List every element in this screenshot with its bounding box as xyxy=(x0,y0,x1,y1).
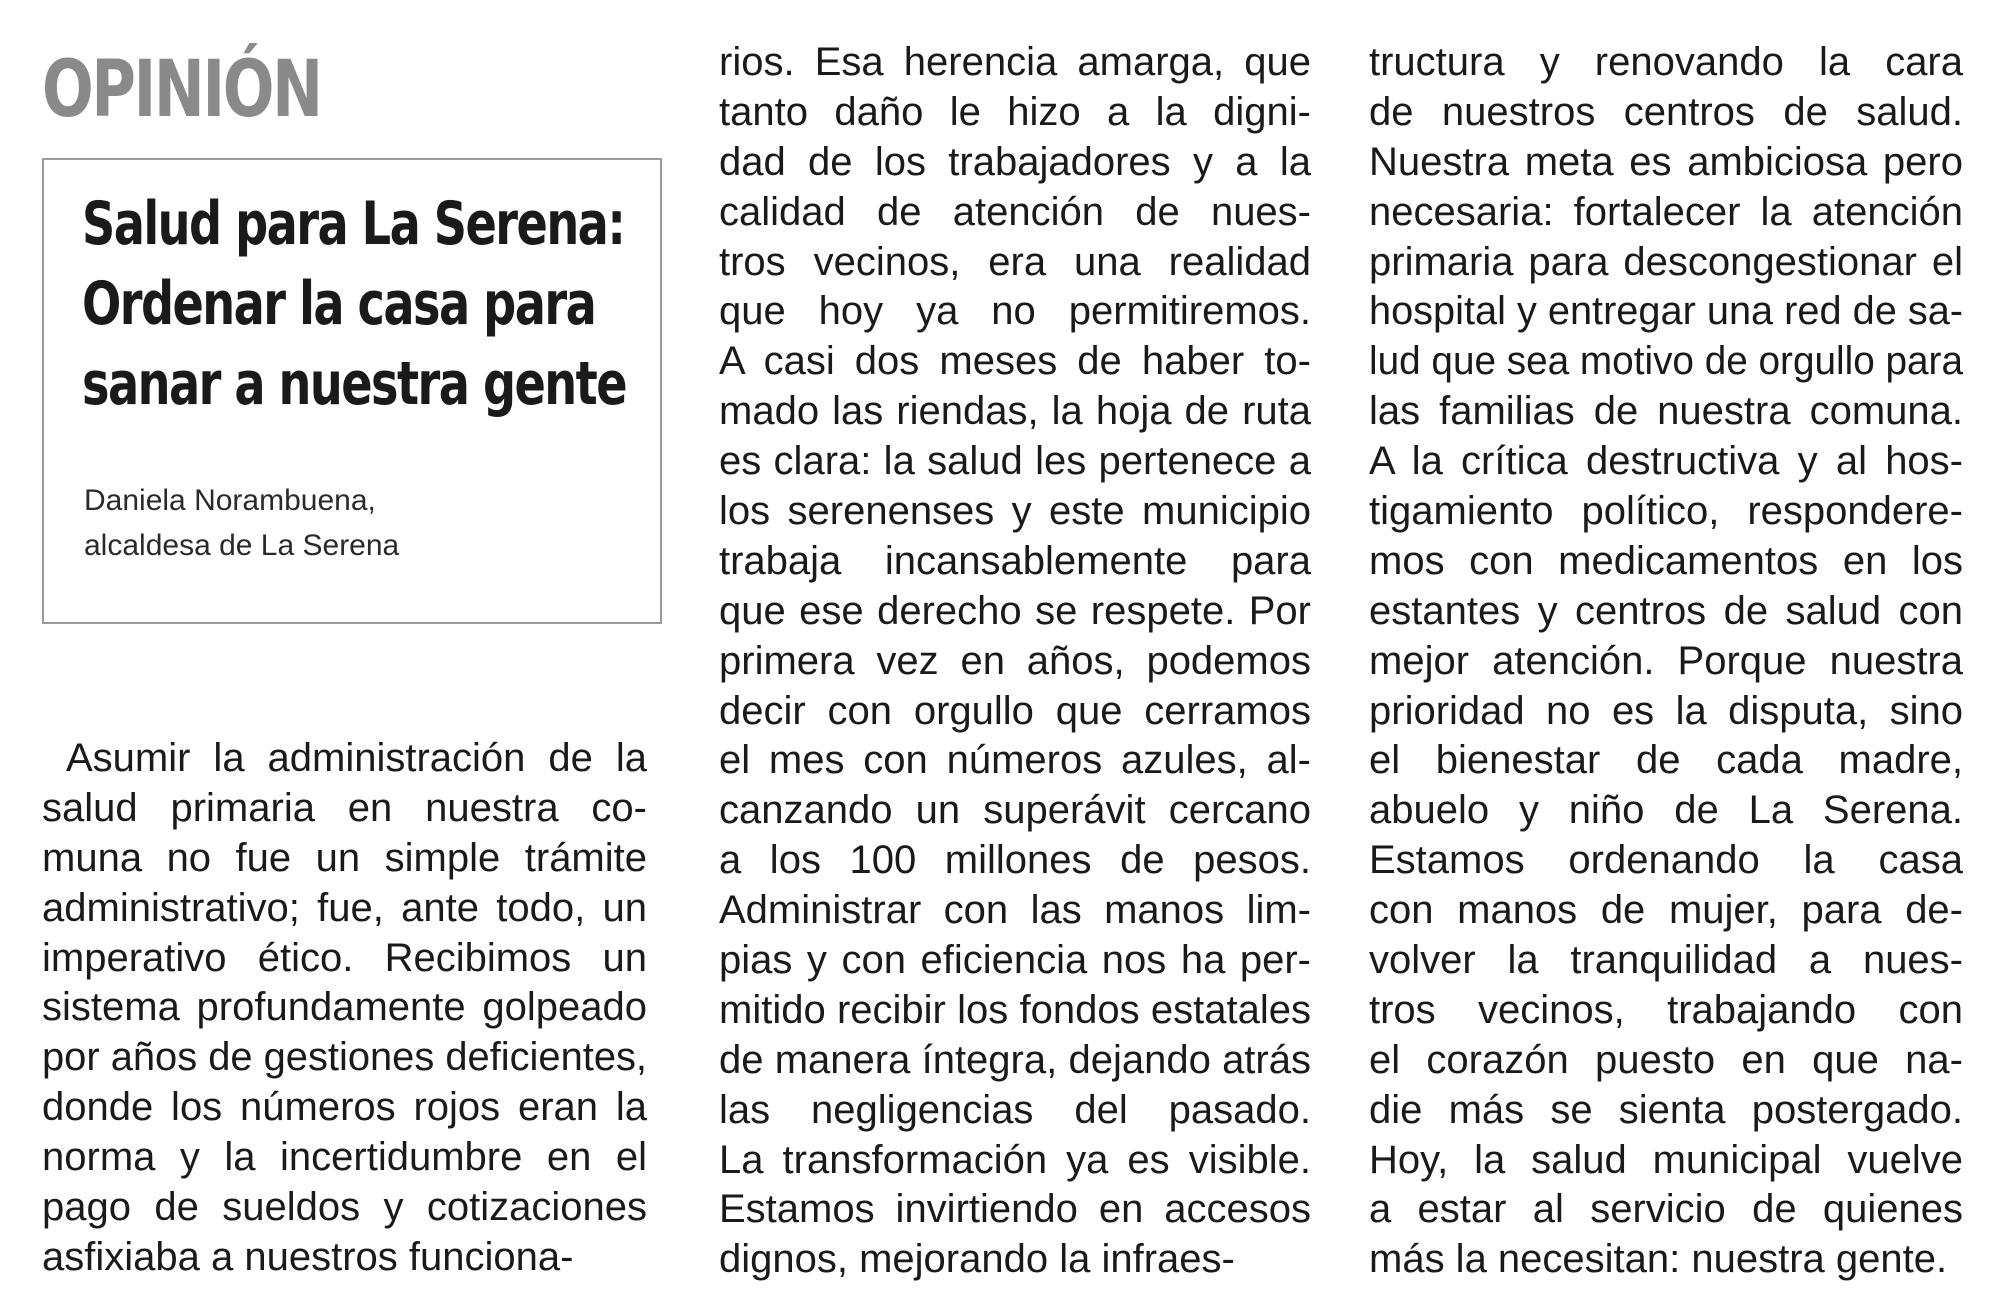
article-line: tros vecinos, era una realidad xyxy=(719,239,1311,284)
article-line: mos con medicamentos en los xyxy=(1369,538,1963,583)
article-line: A la crítica destructiva y al hos- xyxy=(1369,439,1963,484)
article-line: de manera íntegra, dejando atrás xyxy=(719,1037,1311,1082)
article-line: con manos de mujer, para de- xyxy=(1369,888,1963,933)
section-label: OPINIÓN xyxy=(42,45,321,135)
article-line: decir con orgullo que cerramos xyxy=(719,688,1311,733)
article-line: que hoy ya no permitiremos. xyxy=(719,289,1311,334)
article-line: dad de los trabajadores y a la xyxy=(719,139,1311,184)
article-line: donde los números rojos eran la xyxy=(42,1085,647,1130)
article-line: pago de sueldos y cotizaciones xyxy=(42,1185,647,1230)
article-column-1 xyxy=(42,734,647,1283)
article-line: mado las riendas, la hoja de ruta xyxy=(719,389,1311,434)
article-line: a estar al servicio de quienes xyxy=(1369,1187,1963,1232)
article-line: Nuestra meta es ambiciosa pero xyxy=(1369,139,1963,184)
article-line: muna no fue un simple trámite xyxy=(42,835,647,880)
byline-author: Daniela Norambuena, xyxy=(84,484,376,517)
article-line: Asumir la administración de la xyxy=(66,736,647,780)
byline-role: alcaldesa de La Serena xyxy=(84,529,400,562)
article-line: tros vecinos, trabajando con xyxy=(1369,987,1963,1032)
article-line: primera vez en años, podemos xyxy=(719,638,1311,683)
article-line: tigamiento político, respondere- xyxy=(1369,489,1963,534)
article-line: calidad de atención de nues- xyxy=(719,189,1311,234)
article-line: rios. Esa herencia amarga, que xyxy=(719,40,1311,84)
article-line: prioridad no es la disputa, sino xyxy=(1369,688,1963,733)
headline-line: Salud para La Serena: xyxy=(82,189,625,259)
article-line: Estamos ordenando la casa xyxy=(1369,838,1963,883)
article-line: Estamos invirtiendo en accesos xyxy=(719,1187,1311,1232)
article-line: por años de gestiones deficientes, xyxy=(42,1035,648,1080)
article-line: que ese derecho se respete. Por xyxy=(719,588,1311,633)
article-line: los serenenses y este municipio xyxy=(719,489,1311,534)
headline-line: Ordenar la casa para xyxy=(82,269,596,339)
article-line: A casi dos meses de haber to- xyxy=(719,339,1311,384)
article-line: primaria para descongestionar el xyxy=(1369,239,1963,284)
article-line: lud que sea motivo de orgullo para xyxy=(1369,339,1963,384)
article-line: pias y con eficiencia nos ha per- xyxy=(719,938,1311,983)
article-line: a los 100 millones de pesos. xyxy=(719,838,1311,883)
article-line: mitido recibir los fondos estatales xyxy=(719,987,1311,1032)
article-line: canzando un superávit cercano xyxy=(719,788,1311,833)
article-line: tanto daño le hizo a la digni- xyxy=(719,89,1311,134)
article-column-2 xyxy=(719,38,1311,1285)
article-line: las negligencias del pasado. xyxy=(719,1087,1311,1132)
article-line: el corazón puesto en que na- xyxy=(1369,1037,1963,1082)
article-line: volver la tranquilidad a nues- xyxy=(1369,938,1963,983)
article-line: die más se sienta postergado. xyxy=(1369,1087,1963,1132)
article-line: norma y la incertidumbre en el xyxy=(42,1135,647,1180)
article-line: necesaria: fortalecer la atención xyxy=(1369,189,1963,234)
article-line: administrativo; fue, ante todo, un xyxy=(42,885,647,930)
headline xyxy=(82,184,626,424)
article-line: es clara: la salud les pertenece a xyxy=(719,439,1311,484)
article-column-3 xyxy=(1369,38,1963,1285)
article-line: de nuestros centros de salud. xyxy=(1369,89,1963,134)
article-line: sistema profundamente golpeado xyxy=(42,985,647,1030)
article-line: trabaja incansablemente para xyxy=(719,538,1311,583)
headline-line: sanar a nuestra gente xyxy=(82,349,626,419)
article-line: tructura y renovando la cara xyxy=(1369,40,1963,84)
article-line: estantes y centros de salud con xyxy=(1369,588,1963,633)
article-line: mejor atención. Porque nuestra xyxy=(1369,638,1963,683)
headline-box xyxy=(42,158,662,624)
article-line: La transformación ya es visible. xyxy=(719,1137,1311,1182)
article-line: Hoy, la salud municipal vuelve xyxy=(1369,1137,1963,1182)
article-line: salud primaria en nuestra co- xyxy=(42,785,647,830)
article-line: abuelo y niño de La Serena. xyxy=(1369,788,1963,833)
article-line: el mes con números azules, al- xyxy=(719,738,1311,783)
byline xyxy=(84,478,399,568)
article-line: hospital y entregar una red de sa- xyxy=(1369,289,1964,334)
article-line: dignos, mejorando la infraes- xyxy=(719,1237,1235,1282)
article-line: Administrar con las manos lim- xyxy=(719,888,1311,933)
article-line: imperativo ético. Recibimos un xyxy=(42,935,647,980)
article-line: el bienestar de cada madre, xyxy=(1369,738,1963,783)
article-line: las familias de nuestra comuna. xyxy=(1369,389,1963,434)
article-line: asfixiaba a nuestros funciona- xyxy=(42,1234,574,1279)
article-line: más la necesitan: nuestra gente. xyxy=(1369,1237,1948,1282)
